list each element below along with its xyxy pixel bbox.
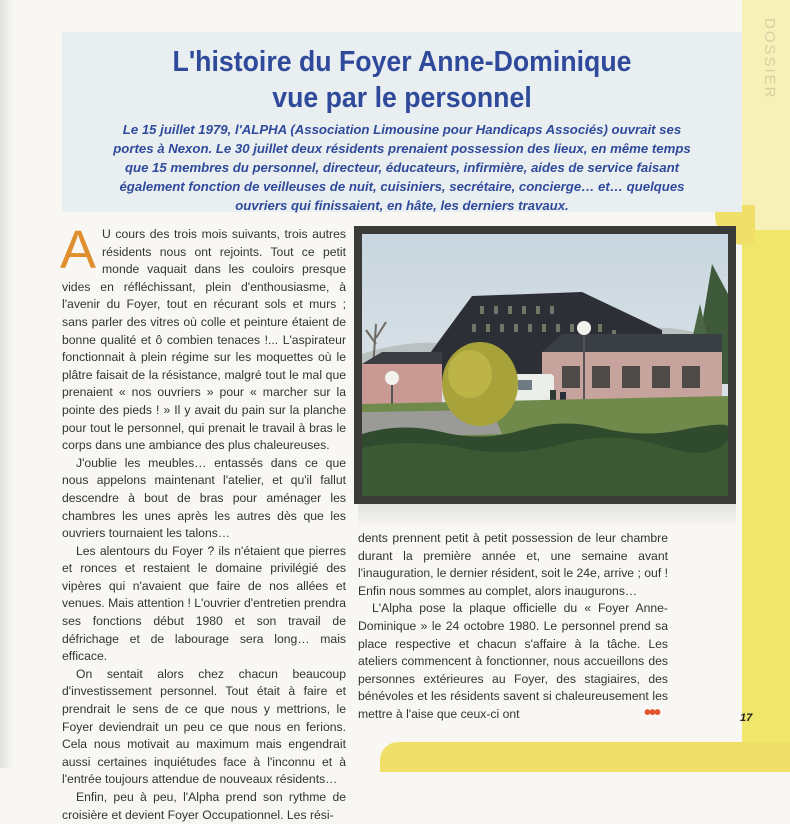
article-intro bbox=[74, 120, 730, 215]
body-paragraph: On sentait alors chez chacun beaucoup d'investissement personnel. Tout était à faire et prendrait le sens de ce que nous y mettrions, le Foyer deviendrait un peu ce que nous en ferions. Cela nous motivait au maximum mais engendrait aussi certaines inquiétudes face à l'inconnu et à l'entrée toujours attendue de nouveaux résidents… bbox=[62, 666, 346, 787]
paragraph-text: U cours des trois mois suivants, trois autres résidents nous ont rejoints. Tout ce petit monde vaquait dans les couloirs presque vides en réfléchissant, plein d'enthousiasme, à l'avenir du Foyer, tout en récurant sols et murs ; sans parler des vitres où colle et peinture étaient de bonne qualité et ô combien tenaces !... L'aspirateur fonctionnait à plein régime sur les moquettes où le plâtre faisait de la résistance, malgré tout le mal que prenaient « nos ouvriers » pour « marcher sur la pointe des pieds ! » Il y avait du pain sur la planche pour tout le personnel, qui prenait le travail à bras le corps dans une ambiance des plus chaleureuses. bbox=[62, 227, 346, 453]
article-title bbox=[89, 44, 715, 116]
edge-section-label: DOSSIER bbox=[761, 18, 778, 100]
body-paragraph: L'Alpha pose la plaque officielle du « Foyer Anne-Dominique » le 24 octobre 1980. Le personnel prend sa place respective et chacun s'affaire à la tâche. Les ateliers commencent à fonctionner, nous accueillons des personnes extérieures au Foyer, des stagiaires, des bénévoles et les résidents savent si chaleureusement les mettre à l'aise que ceux-ci ont bbox=[358, 601, 668, 721]
building-photo-illustration bbox=[362, 234, 728, 496]
body-paragraph: Les alentours du Foyer ? ils n'étaient que pierres et ronces et restaient le domaine privilégié des vipères qui n'avaient que faire de nos allées et venues. Mais attention ! L'ouvrier d'entretien prendra ses fonctions début 1980 et son travail de défrichage et de labourage sera long… mais efficace. bbox=[62, 543, 346, 664]
title-line-1: L'histoire du Foyer Anne-Dominique bbox=[172, 46, 632, 78]
continuation-dots: ••• bbox=[644, 702, 660, 724]
right-column bbox=[358, 530, 668, 724]
intro-line: ouvriers qui finissaient, en hâte, les derniers travaux. bbox=[235, 198, 569, 213]
building-photo bbox=[362, 234, 728, 496]
intro-line: Le 15 juillet 1979, l'ALPHA (Association Limousine pour Handicaps Associés) ouvrait ses bbox=[122, 122, 682, 137]
left-column bbox=[60, 220, 346, 824]
body-paragraph: J'oublie les meubles… entassés dans ce que nous appelons maintenant l'atelier, et qu'il fallut descendre à bout de bras pour aménager les chambres les unes après les autres dès que les ouvriers tournaient les talons… bbox=[62, 455, 346, 541]
body-paragraph bbox=[60, 220, 346, 455]
drop-cap: A bbox=[60, 220, 97, 280]
title-line-2: vue par le personnel bbox=[272, 82, 532, 114]
photo-shadow bbox=[358, 504, 736, 526]
body-paragraph: Enfin, peu à peu, l'Alpha prend son rythme de croisière et devient Foyer Occupationnel. Les rési- bbox=[62, 790, 346, 822]
page-number: 17 bbox=[740, 712, 753, 724]
intro-line: portes à Nexon. Le 30 juillet deux résidents prenaient possession des lieux, en même temps bbox=[113, 141, 691, 156]
intro-line: également fonction de veilleuses de nuit, cuisiniers, secrétaire, concierge… et… quelques bbox=[119, 179, 685, 194]
intro-line: que 15 membres du personnel, directeur, éducateurs, infirmière, aides de service faisant bbox=[124, 160, 680, 175]
body-paragraph: dents prennent petit à petit possession de leur chambre durant la première année et, une semaine avant l'inauguration, le dernier résident, soit le 24e, arrive ; ouf ! Enfin nous sommes au complet, alors inaugurons… bbox=[358, 531, 668, 598]
